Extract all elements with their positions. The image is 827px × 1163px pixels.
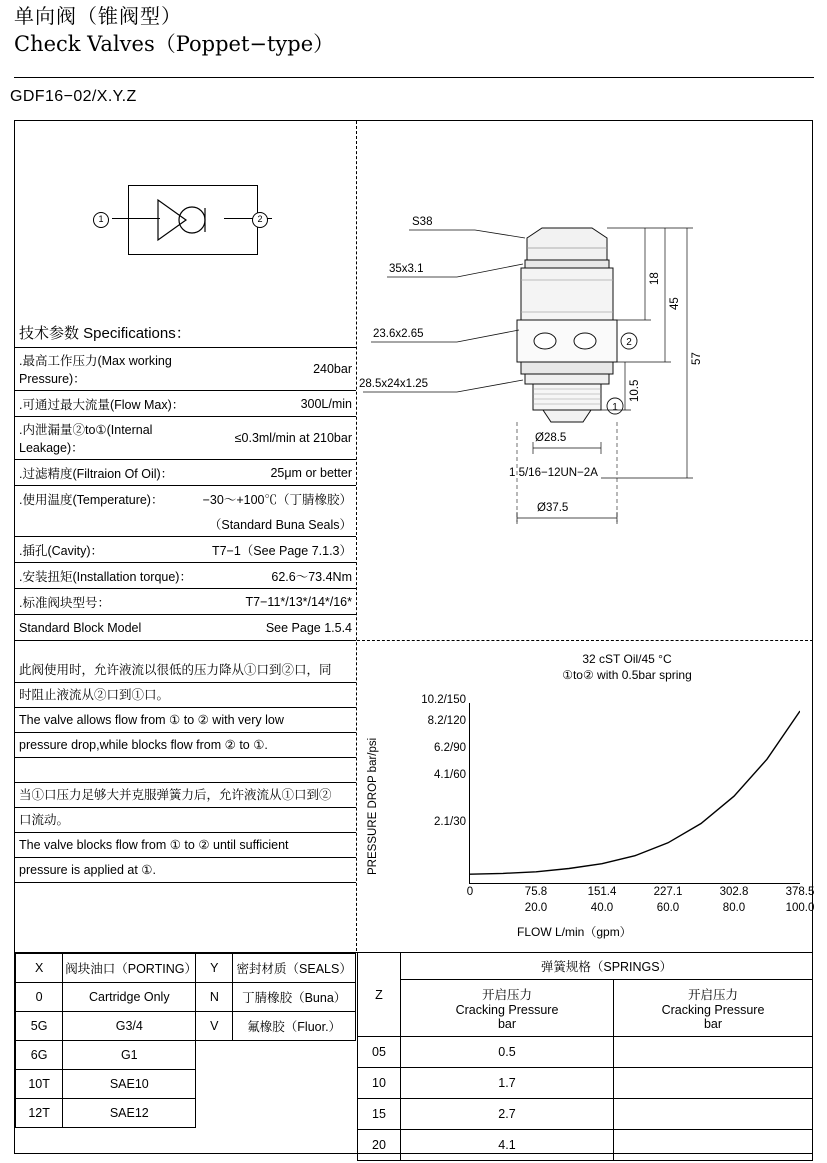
pressure-drop-chart: [357, 645, 813, 945]
desc-line: The valve blocks flow from ① to ② until sufficient: [15, 833, 356, 858]
chart-ylabel: PRESSURE DROP bar/psi: [367, 737, 379, 875]
opt-y-value: 氟橡胶（Fluor.）: [233, 1012, 356, 1041]
spring-value: 2.7: [401, 1099, 614, 1130]
spec-label: .过滤精度(Filtraion Of Oil)：: [15, 460, 199, 486]
chart-xtick: 302.8: [719, 886, 749, 898]
spec-value: （Standard Buna Seals）: [199, 511, 356, 537]
dim-18: 18: [649, 272, 661, 285]
right-section-divider: [357, 640, 813, 641]
page-header: [14, 4, 814, 58]
option-table-xy: [15, 953, 356, 1128]
chart-xtick-gpm: 20.0: [524, 902, 548, 914]
spec-title: 技术参数 Specifications：: [15, 320, 356, 348]
spring-code: 05: [358, 1037, 401, 1068]
description-block: [15, 658, 356, 883]
header-divider: [14, 77, 814, 78]
opt-x-code: 5G: [16, 1012, 63, 1041]
desc-line: 此阀使用时，允许液流以很低的压力降从①口到②口，同: [15, 658, 356, 683]
chart-ytick: 4.1/60: [434, 769, 466, 782]
spec-label: .使用温度(Temperature)：: [19, 492, 164, 507]
dim-35x3.1: 35x3.1: [389, 263, 424, 275]
spec-label: .安装扭矩(Installation torque)：: [15, 563, 199, 589]
spring-value-2: [614, 1099, 813, 1130]
desc-line: 口流动。: [15, 808, 356, 833]
opt-y-code: N: [196, 983, 233, 1012]
spring-col-header-2: [614, 980, 813, 1037]
chart-ytick: 10.2/150: [421, 693, 466, 706]
chart-xtick: 378.5: [785, 886, 815, 898]
desc-line: pressure drop,while blocks flow from ② to ①.: [15, 733, 356, 758]
chart-xtick: 227.1: [653, 886, 683, 898]
chart-xtick: 151.4: [587, 886, 617, 898]
chart-xlabel: FLOW L/min（gpm）: [517, 925, 632, 939]
opt-x-title: 阀块油口（PORTING）: [63, 954, 196, 983]
spec-label: [15, 511, 199, 537]
opt-z-header: Z: [358, 953, 401, 1037]
spring-col-unit: bar: [703, 1017, 723, 1031]
dim-d28.5: Ø28.5: [535, 432, 567, 444]
chart-plot-area: [421, 693, 815, 914]
opt-x-value: G3/4: [63, 1012, 196, 1041]
title-english: Check Valves（Poppet−type）: [14, 32, 335, 56]
chart-title-line2: ①to② with 0.5bar spring: [562, 668, 692, 682]
dim-10.5: 10.5: [629, 379, 641, 402]
spring-col-en: Cracking Pressure: [455, 1003, 559, 1017]
spec-value: T7−1（See Page 7.1.3）: [199, 537, 356, 563]
opt-x-value: G1: [63, 1041, 196, 1070]
opt-spacer: [233, 1099, 356, 1128]
spec-label: .最高工作压力(Max working Pressure)：: [15, 348, 199, 391]
specifications-table: [15, 320, 356, 641]
spring-value-2: [614, 1130, 813, 1161]
opt-x-value: Cartridge Only: [63, 983, 196, 1012]
opt-spacer: [233, 1041, 356, 1070]
symbol-port-2: 2: [252, 212, 268, 228]
symbol-port-1: 1: [93, 212, 109, 228]
opt-y-header: Y: [196, 954, 233, 983]
dim-d37.5: Ø37.5: [537, 502, 569, 514]
desc-line: 当①口压力足够大并克服弹簧力后，允许液流从①口到②: [15, 783, 356, 808]
option-table-z: [357, 953, 813, 1161]
desc-line: 时阻止液流从②口到①口。: [15, 683, 356, 708]
valve-drawing: [357, 130, 813, 630]
spring-code: 20: [358, 1130, 401, 1161]
spring-value: 4.1: [401, 1130, 614, 1161]
opt-x-value: SAE12: [63, 1099, 196, 1128]
spec-label: .内泄漏量②to①(Internal Leakage)：: [15, 417, 199, 460]
chart-title-line1: 32 cST Oil/45 °C: [582, 652, 672, 666]
spring-code: 10: [358, 1068, 401, 1099]
chart-xtick-gpm: 60.0: [656, 902, 680, 914]
poppet-icon: [156, 198, 228, 242]
chart-xtick-gpm: 100.0: [785, 902, 815, 914]
spring-col-header-1: [401, 980, 614, 1037]
dim-57: 57: [691, 352, 703, 365]
spec-value: −30～+100℃（丁腈橡胶）: [202, 492, 352, 507]
opt-spacer: [233, 1070, 356, 1099]
spec-value: 240bar: [199, 348, 356, 391]
opt-spacer: [196, 1099, 233, 1128]
spec-value: See Page 1.5.4: [199, 615, 356, 641]
opt-x-header: X: [16, 954, 63, 983]
spring-value-2: [614, 1037, 813, 1068]
svg-text:2: 2: [626, 337, 632, 348]
opt-x-code: 6G: [16, 1041, 63, 1070]
spring-title: 弹簧规格（SPRINGS）: [401, 953, 813, 980]
spring-value: 1.7: [401, 1068, 614, 1099]
chart-xtick: 0: [466, 886, 474, 898]
symbol-line-left: [112, 218, 160, 219]
dim-28.5x24x1.25: 28.5x24x1.25: [359, 378, 429, 390]
chart-xtick-gpm: 40.0: [590, 902, 614, 914]
dim-s38: S38: [412, 216, 433, 228]
spec-label: .标准阀块型号：: [15, 589, 199, 615]
spring-code: 15: [358, 1099, 401, 1130]
spring-col-cn: 开启压力: [481, 988, 532, 1002]
spring-col-en: Cracking Pressure: [661, 1003, 765, 1017]
opt-y-title: 密封材质（SEALS）: [233, 954, 356, 983]
desc-line: [15, 758, 356, 783]
title-chinese: 单向阀（锥阀型）: [14, 6, 182, 28]
spec-label: .可通过最大流量(Flow Max)：: [15, 391, 199, 417]
spec-value: 62.6～73.4Nm: [199, 563, 356, 589]
svg-text:1: 1: [612, 402, 618, 413]
chart-ytick: 8.2/120: [427, 714, 466, 727]
spec-label: .插孔(Cavity)：: [15, 537, 199, 563]
chart-ytick: 6.2/90: [434, 742, 466, 754]
spec-label: Standard Block Model: [15, 615, 199, 641]
opt-spacer: [196, 1041, 233, 1070]
opt-x-code: 0: [16, 983, 63, 1012]
spring-value: 0.5: [401, 1037, 614, 1068]
spec-value: 300L/min: [199, 391, 356, 417]
desc-line: The valve allows flow from ① to ② with very low: [15, 708, 356, 733]
desc-line: pressure is applied at ①.: [15, 858, 356, 883]
chart-title: [517, 651, 737, 683]
opt-y-value: 丁腈橡胶（Buna）: [233, 983, 356, 1012]
spec-value: ≤0.3ml/min at 210bar: [199, 417, 356, 460]
opt-y-code: V: [196, 1012, 233, 1041]
chart-xtick-gpm: 80.0: [722, 902, 746, 914]
dim-45: 45: [669, 297, 681, 310]
spring-value-2: [614, 1068, 813, 1099]
spring-col-unit: bar: [497, 1017, 517, 1031]
chart-curve: [470, 703, 800, 883]
chart-xtick: 75.8: [524, 886, 548, 898]
model-code: GDF16−02/X.Y.Z: [10, 88, 137, 105]
dim-thread: 1 5/16−12UN−2A: [509, 467, 598, 479]
chart-ytick: 2.1/30: [434, 816, 466, 829]
opt-x-code: 12T: [16, 1099, 63, 1128]
opt-x-code: 10T: [16, 1070, 63, 1099]
dim-23.6x2.65: 23.6x2.65: [373, 328, 424, 340]
opt-spacer: [196, 1070, 233, 1099]
spec-value: T7−11*/13*/14*/16*: [199, 589, 356, 615]
spring-col-cn: 开启压力: [687, 988, 738, 1002]
spec-value: 25μm or better: [199, 460, 356, 486]
opt-x-value: SAE10: [63, 1070, 196, 1099]
